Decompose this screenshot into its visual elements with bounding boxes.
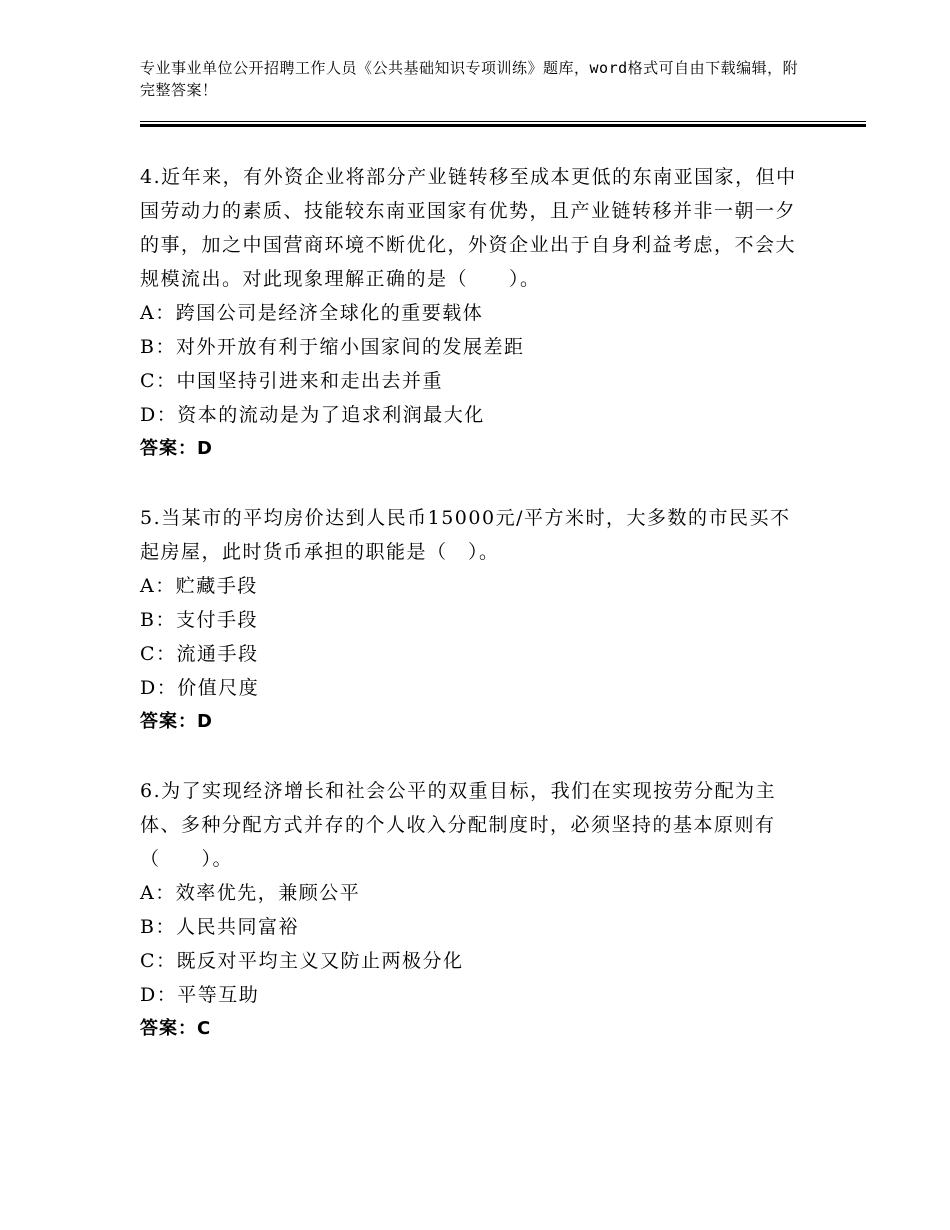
answer-line: 答案：D (140, 711, 213, 732)
option-d: D：价值尺度 (140, 677, 260, 699)
option-b: B：支付手段 (140, 609, 258, 631)
answer-line: 答案：C (140, 1018, 212, 1039)
option-a: A：跨国公司是经济全球化的重要载体 (140, 302, 484, 324)
option-d: D：平等互助 (140, 984, 260, 1006)
document-header: 专业事业单位公开招聘工作人员《公共基础知识专项训练》题库，word格式可自由下载编辑，附完整答案！ (140, 59, 799, 99)
header-rule-thick (140, 124, 866, 127)
option-a: A：贮藏手段 (140, 575, 258, 597)
option-c: C：中国坚持引进来和走出去并重 (140, 370, 444, 392)
answer-line: 答案：D (140, 438, 213, 459)
question-stem: 6.为了实现经济增长和社会公平的双重目标，我们在实现按劳分配为主体、多种分配方式并存的个人收入分配制度时，必须坚持的基本原则有（ ）。 (140, 780, 777, 870)
option-b: B：人民共同富裕 (140, 916, 299, 938)
option-d: D：资本的流动是为了追求利润最大化 (140, 404, 485, 426)
question-stem: 5.当某市的平均房价达到人民币15000元/平方米时，大多数的市民买不起房屋，此时货币承担的职能是（ ）。 (140, 507, 791, 563)
question-5 (140, 501, 810, 739)
option-c: C：流通手段 (140, 643, 259, 665)
question-4 (140, 160, 810, 466)
header-rule-thin (140, 121, 866, 122)
option-c: C：既反对平均主义又防止两极分化 (140, 950, 464, 972)
option-b: B：对外开放有利于缩小国家间的发展差距 (140, 336, 525, 358)
question-stem: 4.近年来，有外资企业将部分产业链转移至成本更低的东南亚国家，但中国劳动力的素质、技能较东南亚国家有优势，且产业链转移并非一朝一夕的事，加之中国营商环境不断优化，外资企业出于自身利益考虑，不会大规模流出。对此现象理解正确的是（ ）。 (140, 166, 797, 290)
option-a: A：效率优先，兼顾公平 (140, 882, 361, 904)
question-6 (140, 774, 810, 1046)
